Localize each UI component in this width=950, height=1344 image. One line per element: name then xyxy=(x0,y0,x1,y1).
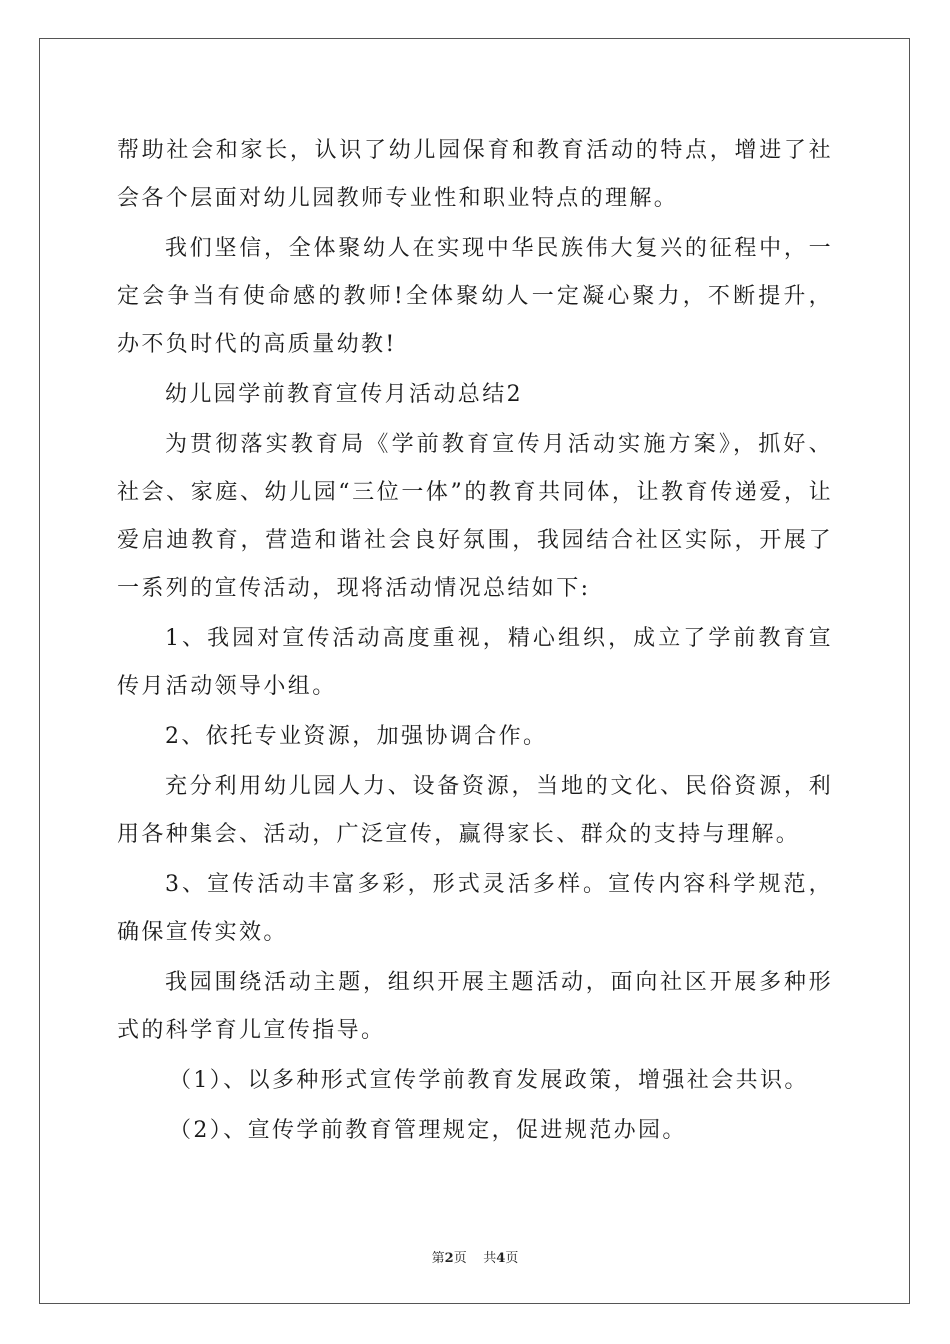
section-heading: 幼儿园学前教育宣传月活动总结2 xyxy=(165,382,523,407)
total-pages: 4 xyxy=(496,1251,506,1266)
paragraph: 1、我园对宣传活动高度重视，精心组织，成立了学前教育宣传月活动领导小组。 xyxy=(117,626,833,699)
page-prefix: 第 xyxy=(431,1251,445,1266)
list-item: （1）、以多种形式宣传学前教育发展政策，增强社会共识。 xyxy=(169,1068,809,1093)
page-number: 2 xyxy=(444,1251,454,1266)
list-item: （2）、宣传学前教育管理规定，促进规范办园。 xyxy=(169,1118,687,1143)
paragraph: 为贯彻落实教育局《学前教育宣传月活动实施方案》，抓好、社会、家庭、幼儿园“三位一体”的教育共同体，让教育传递爱，让爱启迪教育，营造和谐社会良好氛围，我园结合社区实际，开展了一系列的宣传活动，现将活动情况总结如下: xyxy=(117,432,833,601)
paragraph: 我园围绕活动主题，组织开展主题活动，面向社区开展多种形式的科学育儿宣传指导。 xyxy=(117,970,833,1043)
page-suffix: 页 xyxy=(453,1251,467,1266)
paragraph: 充分利用幼儿园人力、设备资源，当地的文化、民俗资源，利用各种集会、活动，广泛宣传，赢得家长、群众的支持与理解。 xyxy=(117,774,833,847)
paragraph: 2、依托专业资源，加强协调合作。 xyxy=(165,724,548,749)
document-body xyxy=(117,127,833,1157)
total-prefix: 共 xyxy=(483,1251,497,1266)
total-suffix: 页 xyxy=(505,1251,519,1266)
paragraph: 我们坚信，全体聚幼人在实现中华民族伟大复兴的征程中，一定会争当有使命感的教师!全体聚幼人一定凝心聚力，不断提升，办不负时代的高质量幼教! xyxy=(117,236,833,357)
paragraph: 帮助社会和家长，认识了幼儿园保育和教育活动的特点，增进了社会各个层面对幼儿园教师专业性和职业特点的理解。 xyxy=(117,138,833,211)
page-footer xyxy=(0,1247,950,1266)
paragraph: 3、宣传活动丰富多彩，形式灵活多样。宣传内容科学规范，确保宣传实效。 xyxy=(117,872,833,945)
